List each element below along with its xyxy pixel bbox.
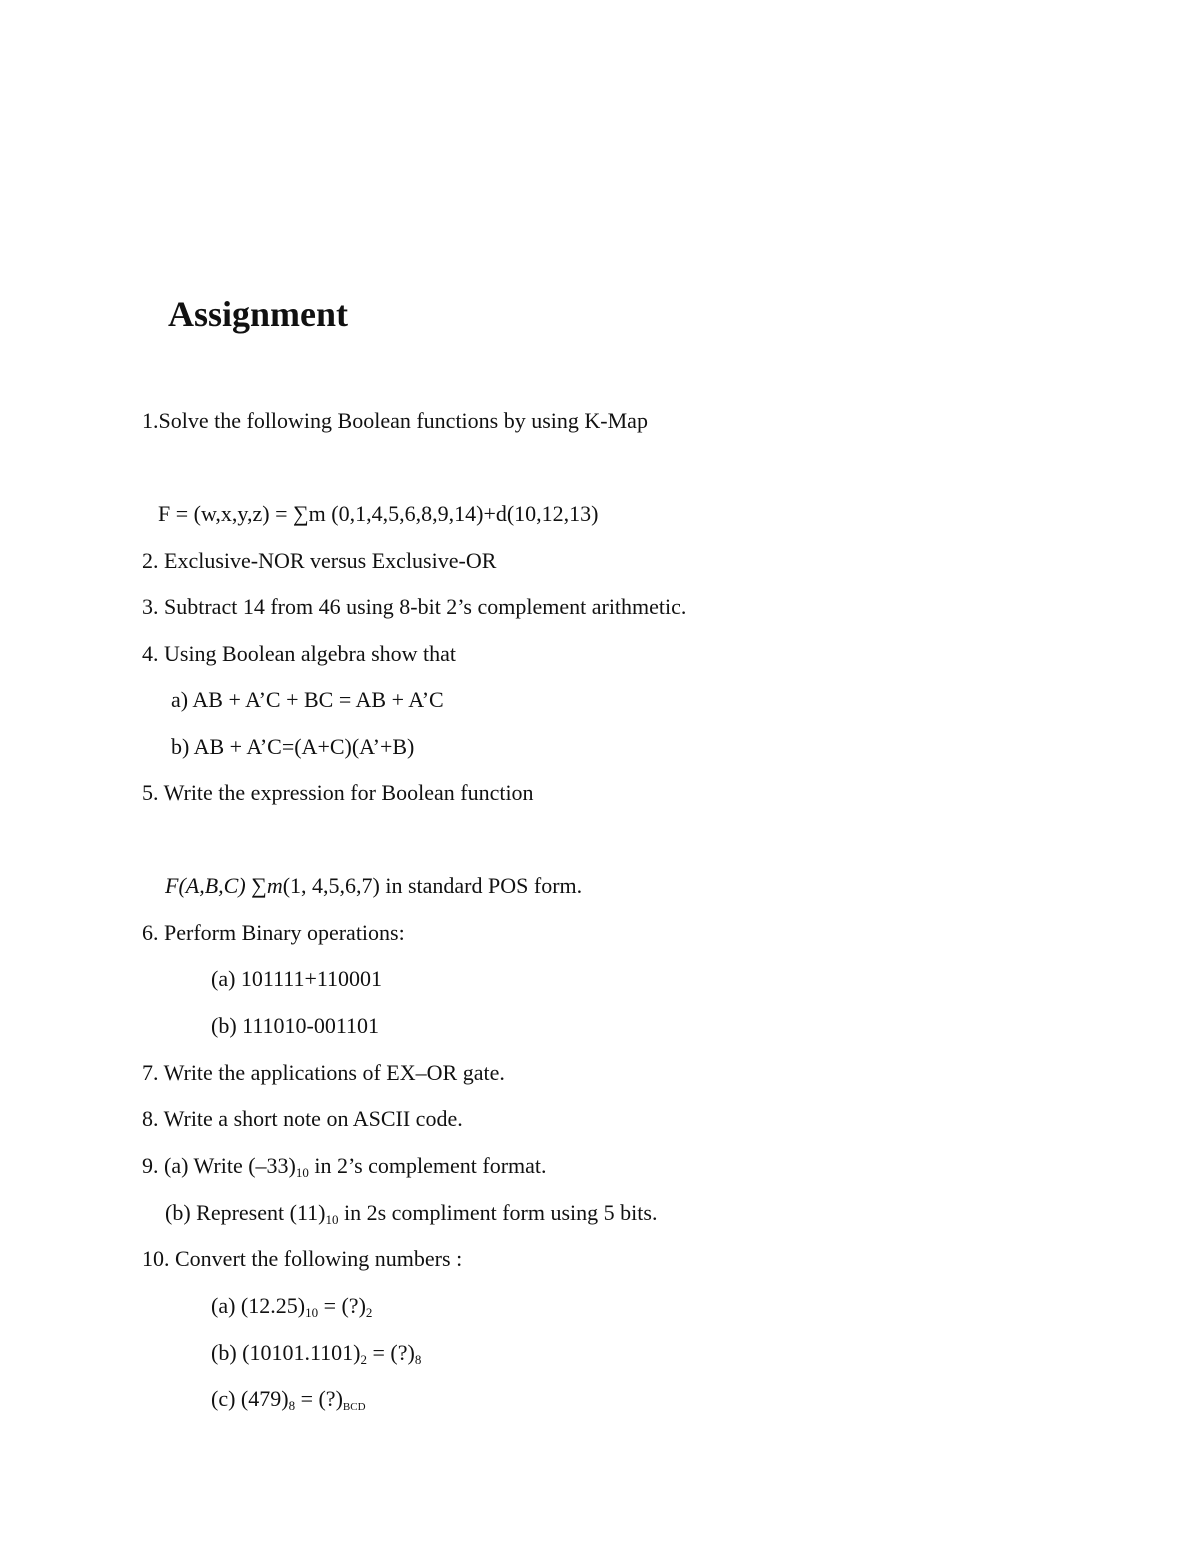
question-9b-text: (b) Represent (11) bbox=[165, 1200, 326, 1225]
subscript: 8 bbox=[288, 1398, 296, 1413]
subscript: BCD bbox=[342, 1401, 366, 1413]
subscript: 2 bbox=[360, 1352, 367, 1367]
question-9-part-a bbox=[142, 1151, 547, 1188]
question-4-part-a: a) AB + A’C + BC = AB + A’C bbox=[171, 687, 444, 712]
question-1-expression: F = (w,x,y,z) = ∑m (0,1,4,5,6,8,9,14)+d(10,12,13) bbox=[158, 501, 599, 526]
question-10: 10. Convert the following numbers : bbox=[142, 1246, 463, 1271]
question-9a-text: 9. (a) Write (–33) bbox=[142, 1153, 296, 1178]
question-7: 7. Write the applications of EX–OR gate. bbox=[142, 1060, 505, 1085]
question-10b-mid: = (?) bbox=[367, 1340, 415, 1365]
question-3: 3. Subtract 14 from 46 using 8-bit 2’s complement arithmetic. bbox=[142, 594, 687, 619]
question-10-part-c bbox=[211, 1384, 366, 1422]
question-4: 4. Using Boolean algebra show that bbox=[142, 641, 457, 666]
question-6-part-b: (b) 111010-001101 bbox=[211, 1013, 380, 1038]
question-10b-text: (b) (10101.1101) bbox=[211, 1340, 361, 1365]
subscript: 8 bbox=[414, 1352, 422, 1367]
question-9-part-b bbox=[165, 1198, 657, 1235]
question-2: 2. Exclusive-NOR versus Exclusive-OR bbox=[142, 548, 497, 573]
question-10-part-b bbox=[211, 1338, 421, 1375]
question-9a-rest: in 2’s complement format. bbox=[308, 1153, 547, 1178]
question-1: 1.Solve the following Boolean functions by using K-Map bbox=[142, 408, 648, 433]
question-8: 8. Write a short note on ASCII code. bbox=[142, 1106, 463, 1131]
question-6: 6. Perform Binary operations: bbox=[142, 920, 405, 945]
subscript: 10 bbox=[325, 1212, 339, 1227]
question-5-function: F(A,B,C) ∑m bbox=[165, 873, 283, 898]
question-5: 5. Write the expression for Boolean function bbox=[142, 780, 534, 805]
question-10c-mid: = (?) bbox=[295, 1386, 343, 1411]
page-title: Assignment bbox=[168, 294, 349, 334]
question-4-part-b: b) AB + A’C=(A+C)(A’+B) bbox=[171, 734, 415, 759]
question-5-expression bbox=[165, 871, 582, 901]
question-10a-mid: = (?) bbox=[318, 1293, 366, 1318]
question-9b-rest: in 2s compliment form using 5 bits. bbox=[338, 1200, 658, 1225]
subscript: 2 bbox=[365, 1305, 373, 1320]
question-6-part-a: (a) 101111+110001 bbox=[211, 966, 383, 991]
question-10-part-a bbox=[211, 1291, 372, 1328]
question-10a-text: (a) (12.25) bbox=[211, 1293, 306, 1318]
subscript: 10 bbox=[305, 1305, 319, 1320]
question-5-terms: (1, 4,5,6,7) in standard POS form. bbox=[282, 873, 583, 898]
subscript: 10 bbox=[295, 1165, 309, 1180]
question-10c-text: (c) (479) bbox=[211, 1386, 289, 1411]
